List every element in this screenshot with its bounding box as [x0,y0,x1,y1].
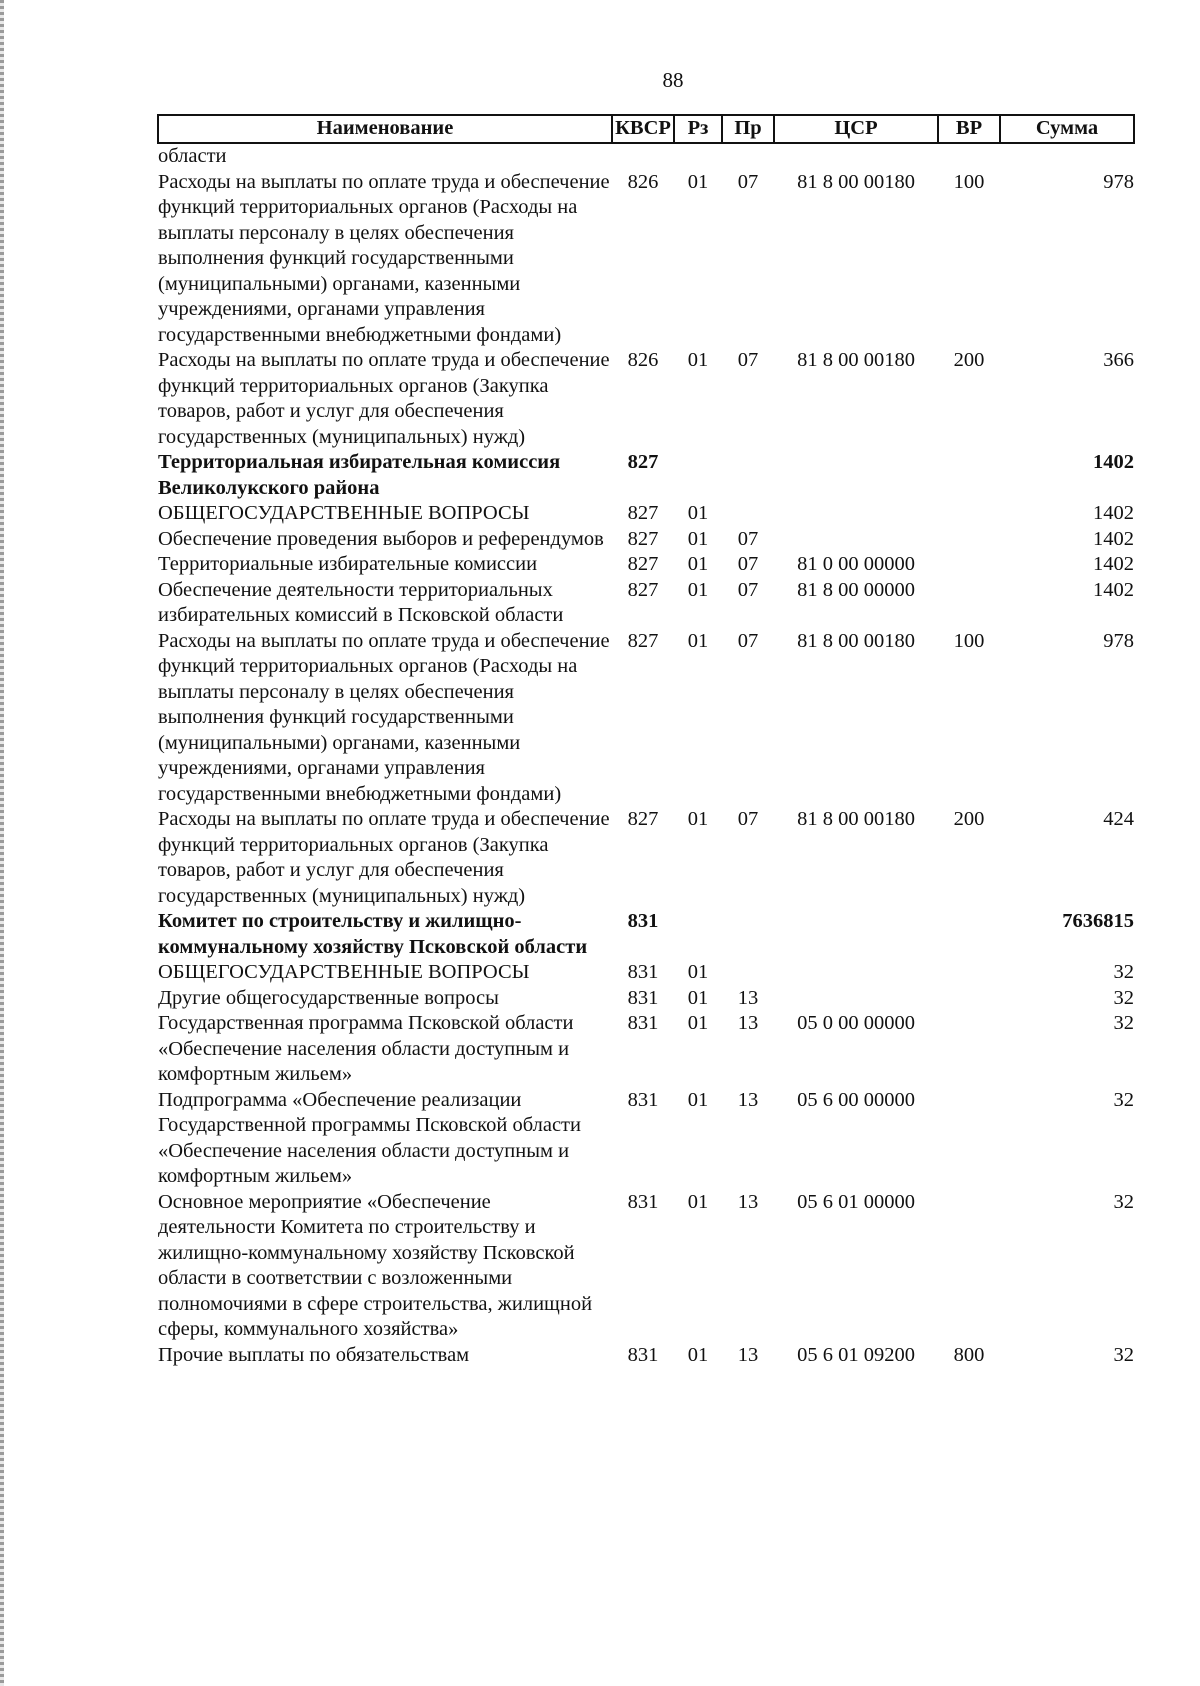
row-csr [774,143,938,170]
table-row [158,143,1134,170]
row-sum: 366 [1103,349,1134,371]
row-vr: 800 [953,1343,985,1366]
row-pr [722,143,774,170]
row-vr [938,143,1000,170]
row-sum: 1402 [1093,502,1134,524]
row-csr: 81 8 00 00000 [797,578,915,601]
row-pr: 07 [737,629,759,652]
row-csr: 81 8 00 00180 [797,349,915,371]
row-name: области [158,145,227,167]
row-rz: 01 [687,553,709,575]
header-csr: ЦСР [774,115,938,143]
header-pr: Пр [722,115,774,143]
row-rz: 01 [687,808,709,830]
row-kvsr: 827 [627,502,659,524]
row-pr: 07 [737,527,759,550]
row-rz: 01 [687,986,709,1009]
row-pr: 07 [737,170,759,193]
row-sum: 1402 [1093,578,1134,601]
row-vr [938,1088,1000,1190]
row-pr [722,501,774,527]
row-name: Основное мероприятие «Обеспечение деятельности Комитета по строительству и жилищно-коммунальному хозяйству Псковской области в соответствии с возложенными полномочиями в сфере строительства, жилищной сферы, коммунального хозяйства» [158,1190,593,1340]
row-pr: 07 [737,349,759,371]
row-vr [938,501,1000,527]
row-vr [938,909,1000,960]
table-row [158,501,1134,527]
table-row [158,629,1134,808]
row-name: Расходы на выплаты по оплате труда и обеспечение функций территориальных органов (Расходы на выплаты персоналу в целях обеспечения выполнения функций государственными (муниципальными) органами, казенными учреждениями, органами управления государственными внебюджетными фондами) [158,170,610,346]
row-kvsr: 826 [627,170,659,193]
row-pr: 07 [737,578,759,601]
row-vr [938,960,1000,986]
budget-table [157,114,1135,1368]
row-vr [938,527,1000,553]
row-kvsr: 827 [627,808,659,830]
table-row [158,450,1134,501]
row-sum: 424 [1103,808,1134,830]
row-csr [774,960,938,986]
row-name: Территориальные избирательные комиссии [158,553,538,575]
row-vr: 100 [953,629,985,652]
table-row [158,909,1134,960]
row-rz [674,143,722,170]
row-pr [722,909,774,960]
table-header-row [158,115,1134,143]
row-rz: 01 [687,502,709,524]
row-sum: 32 [1113,961,1134,983]
row-name: Другие общегосударственные вопросы [158,986,499,1009]
row-pr: 07 [737,553,759,575]
row-rz: 01 [687,1190,709,1213]
table-row [158,170,1134,349]
row-sum: 978 [1103,170,1134,193]
row-pr: 13 [737,1012,759,1034]
row-name: ОБЩЕГОСУДАРСТВЕННЫЕ ВОПРОСЫ [158,502,530,524]
header-kvsr: КВСР [612,115,674,143]
row-kvsr: 831 [627,1088,659,1111]
table-row [158,986,1134,1012]
row-kvsr [612,143,674,170]
row-kvsr: 827 [627,629,659,652]
row-csr [774,450,938,501]
row-pr: 07 [737,808,759,830]
table-row [158,348,1134,450]
row-sum: 32 [1113,1088,1134,1111]
row-vr [938,986,1000,1012]
row-csr: 81 0 00 00000 [797,553,915,575]
row-pr: 13 [737,1343,759,1366]
row-name: Обеспечение проведения выборов и референдумов [158,527,604,550]
row-kvsr: 826 [627,349,659,371]
row-kvsr: 831 [627,910,659,932]
table-row [158,578,1134,629]
row-pr: 13 [737,986,759,1009]
row-sum: 32 [1113,1190,1134,1213]
row-rz: 01 [687,629,709,652]
row-name: Государственная программа Псковской области «Обеспечение населения области доступным и комфортным жильем» [158,1012,574,1085]
row-vr [938,578,1000,629]
row-pr [722,450,774,501]
row-csr: 81 8 00 00180 [797,170,915,193]
row-csr: 05 6 00 00000 [797,1088,915,1111]
row-pr: 13 [737,1088,759,1111]
row-sum [1000,143,1134,170]
row-sum: 7636815 [1062,910,1134,932]
row-kvsr: 831 [627,961,659,983]
row-sum: 32 [1113,1343,1134,1366]
header-name: Наименование [158,115,612,143]
row-kvsr: 831 [627,1190,659,1213]
row-pr: 13 [737,1190,759,1213]
row-name: Территориальная избирательная комиссия Великолукского района [158,451,561,499]
table-row [158,1011,1134,1088]
row-kvsr: 831 [627,1343,659,1366]
row-kvsr: 831 [627,1012,659,1034]
row-sum: 32 [1113,1012,1134,1034]
row-vr: 200 [953,349,985,371]
row-sum: 978 [1103,629,1134,652]
table-row [158,1190,1134,1343]
table-row [158,527,1134,553]
row-kvsr: 831 [627,986,659,1009]
row-rz: 01 [687,1088,709,1111]
header-sum: Сумма [1000,115,1134,143]
table-row [158,1343,1134,1369]
row-name: Расходы на выплаты по оплате труда и обеспечение функций территориальных органов (Расходы на выплаты персоналу в целях обеспечения выполнения функций государственными (муниципальными) органами, казенными учреждениями, органами управления государственными внебюджетными фондами) [158,629,610,805]
row-kvsr: 827 [627,553,659,575]
row-kvsr: 827 [627,578,659,601]
row-sum: 1402 [1093,527,1134,550]
row-csr [774,909,938,960]
table-row [158,552,1134,578]
row-name: Прочие выплаты по обязательствам [158,1343,470,1366]
row-csr: 81 8 00 00180 [797,808,915,830]
row-pr [722,960,774,986]
row-kvsr: 827 [627,451,659,473]
header-vr: ВР [938,115,1000,143]
row-name: ОБЩЕГОСУДАРСТВЕННЫЕ ВОПРОСЫ [158,961,530,983]
row-sum: 1402 [1093,553,1134,575]
row-rz: 01 [687,170,709,193]
row-csr [774,501,938,527]
row-vr [938,1190,1000,1343]
row-rz: 01 [687,961,709,983]
row-name: Обеспечение деятельности территориальных избирательных комиссий в Псковской области [158,578,564,626]
scan-edge [0,0,4,1686]
row-name: Комитет по строительству и жилищно-коммунальному хозяйству Псковской области [158,910,588,958]
table-row [158,1088,1134,1190]
table-body [158,143,1134,1368]
row-csr [774,986,938,1012]
row-rz: 01 [687,349,709,371]
row-vr: 200 [953,808,985,830]
row-name: Расходы на выплаты по оплате труда и обеспечение функций территориальных органов (Закупка товаров, работ и услуг для обеспечения государственных (муниципальных) нужд) [158,349,610,448]
table-row [158,807,1134,909]
row-vr: 100 [953,170,985,193]
row-rz: 01 [687,578,709,601]
row-sum: 1402 [1093,451,1134,473]
row-rz [674,909,722,960]
row-vr [938,450,1000,501]
row-rz [674,450,722,501]
row-kvsr: 827 [627,527,659,550]
row-name: Подпрограмма «Обеспечение реализации Государственной программы Псковской области «Обеспечение населения области доступным и комфортным жильем» [158,1088,581,1187]
row-csr: 81 8 00 00180 [797,629,915,652]
row-rz: 01 [687,1012,709,1034]
row-name: Расходы на выплаты по оплате труда и обеспечение функций территориальных органов (Закупка товаров, работ и услуг для обеспечения государственных (муниципальных) нужд) [158,808,610,907]
row-rz: 01 [687,1343,709,1366]
row-csr: 05 6 01 09200 [797,1343,915,1366]
row-csr: 05 0 00 00000 [797,1012,915,1034]
table-row [158,960,1134,986]
row-vr [938,1011,1000,1088]
row-vr [938,552,1000,578]
row-csr [774,527,938,553]
row-csr: 05 6 01 00000 [797,1190,915,1213]
header-rz: Рз [674,115,722,143]
row-sum: 32 [1113,986,1134,1009]
row-rz: 01 [687,527,709,550]
page-number: 88 [662,68,684,92]
